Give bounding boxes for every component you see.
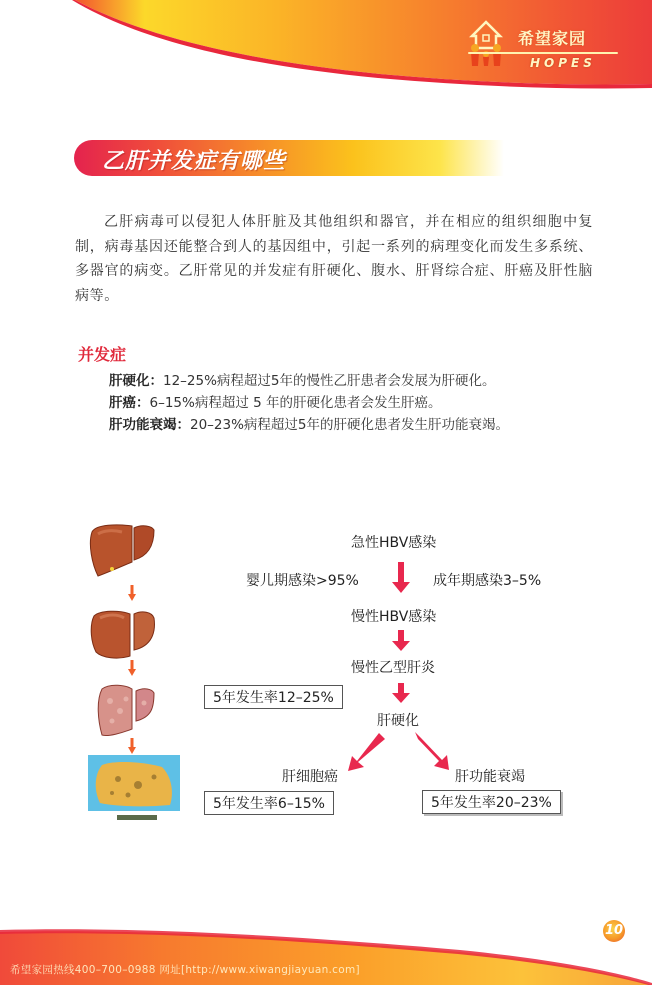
box-liver-failure-rate: 5年发生率20–23% bbox=[422, 790, 561, 814]
complication-description: 12–25%病程超过5年的慢性乙肝患者会发展为肝硬化。 bbox=[163, 373, 496, 389]
box-hcc-rate: 5年发生率6–15% bbox=[204, 791, 334, 815]
node-cirrhosis: 肝硬化 bbox=[377, 713, 419, 729]
node-chronic-hbv-infection: 慢性HBV感染 bbox=[351, 609, 437, 625]
complication-description: 6–15%病程超过 5 年的肝硬化患者会发生肝癌。 bbox=[149, 395, 442, 411]
page-number-badge: 10 bbox=[603, 920, 625, 942]
node-adult-infection-rate: 成年期感染3–5% bbox=[433, 573, 542, 589]
node-acute-hbv-infection: 急性HBV感染 bbox=[351, 535, 437, 551]
complication-term: 肝功能衰竭： bbox=[109, 417, 190, 433]
complication-description: 20–23%病程超过5年的肝硬化患者发生肝功能衰竭。 bbox=[190, 417, 510, 433]
complications-heading: 并发症 bbox=[78, 345, 127, 364]
node-liver-failure: 肝功能衰竭 bbox=[455, 769, 525, 785]
logo-chinese-text: 希望家园 bbox=[518, 29, 587, 48]
complication-term: 肝硬化： bbox=[109, 373, 163, 389]
logo-english-text: HOPES bbox=[530, 56, 596, 70]
section-title: 乙肝并发症有哪些 bbox=[102, 149, 287, 174]
node-hepatocellular-carcinoma: 肝细胞癌 bbox=[282, 769, 338, 785]
node-chronic-hepatitis-b: 慢性乙型肝炎 bbox=[351, 660, 435, 676]
complication-term: 肝癌： bbox=[109, 395, 150, 411]
footer-contact-text: 希望家园热线400–700–0988 网址[http://www.xiwangjiayuan.com] bbox=[10, 964, 360, 976]
box-cirrhosis-rate: 5年发生率12–25% bbox=[204, 685, 343, 709]
intro-paragraph: 乙肝病毒可以侵犯人体肝脏及其他组织和器官，并在相应的组织细胞中复制，病毒基因还能整合到人的基因组中，引起一系列的病理变化而发生多系统、多器官的病变。乙肝常见的并发症有肝硬化、腹水、肝肾综合症、肝癌及肝性脑病等。 bbox=[75, 214, 593, 304]
node-infant-infection-rate: 婴儿期感染>95% bbox=[246, 573, 359, 589]
